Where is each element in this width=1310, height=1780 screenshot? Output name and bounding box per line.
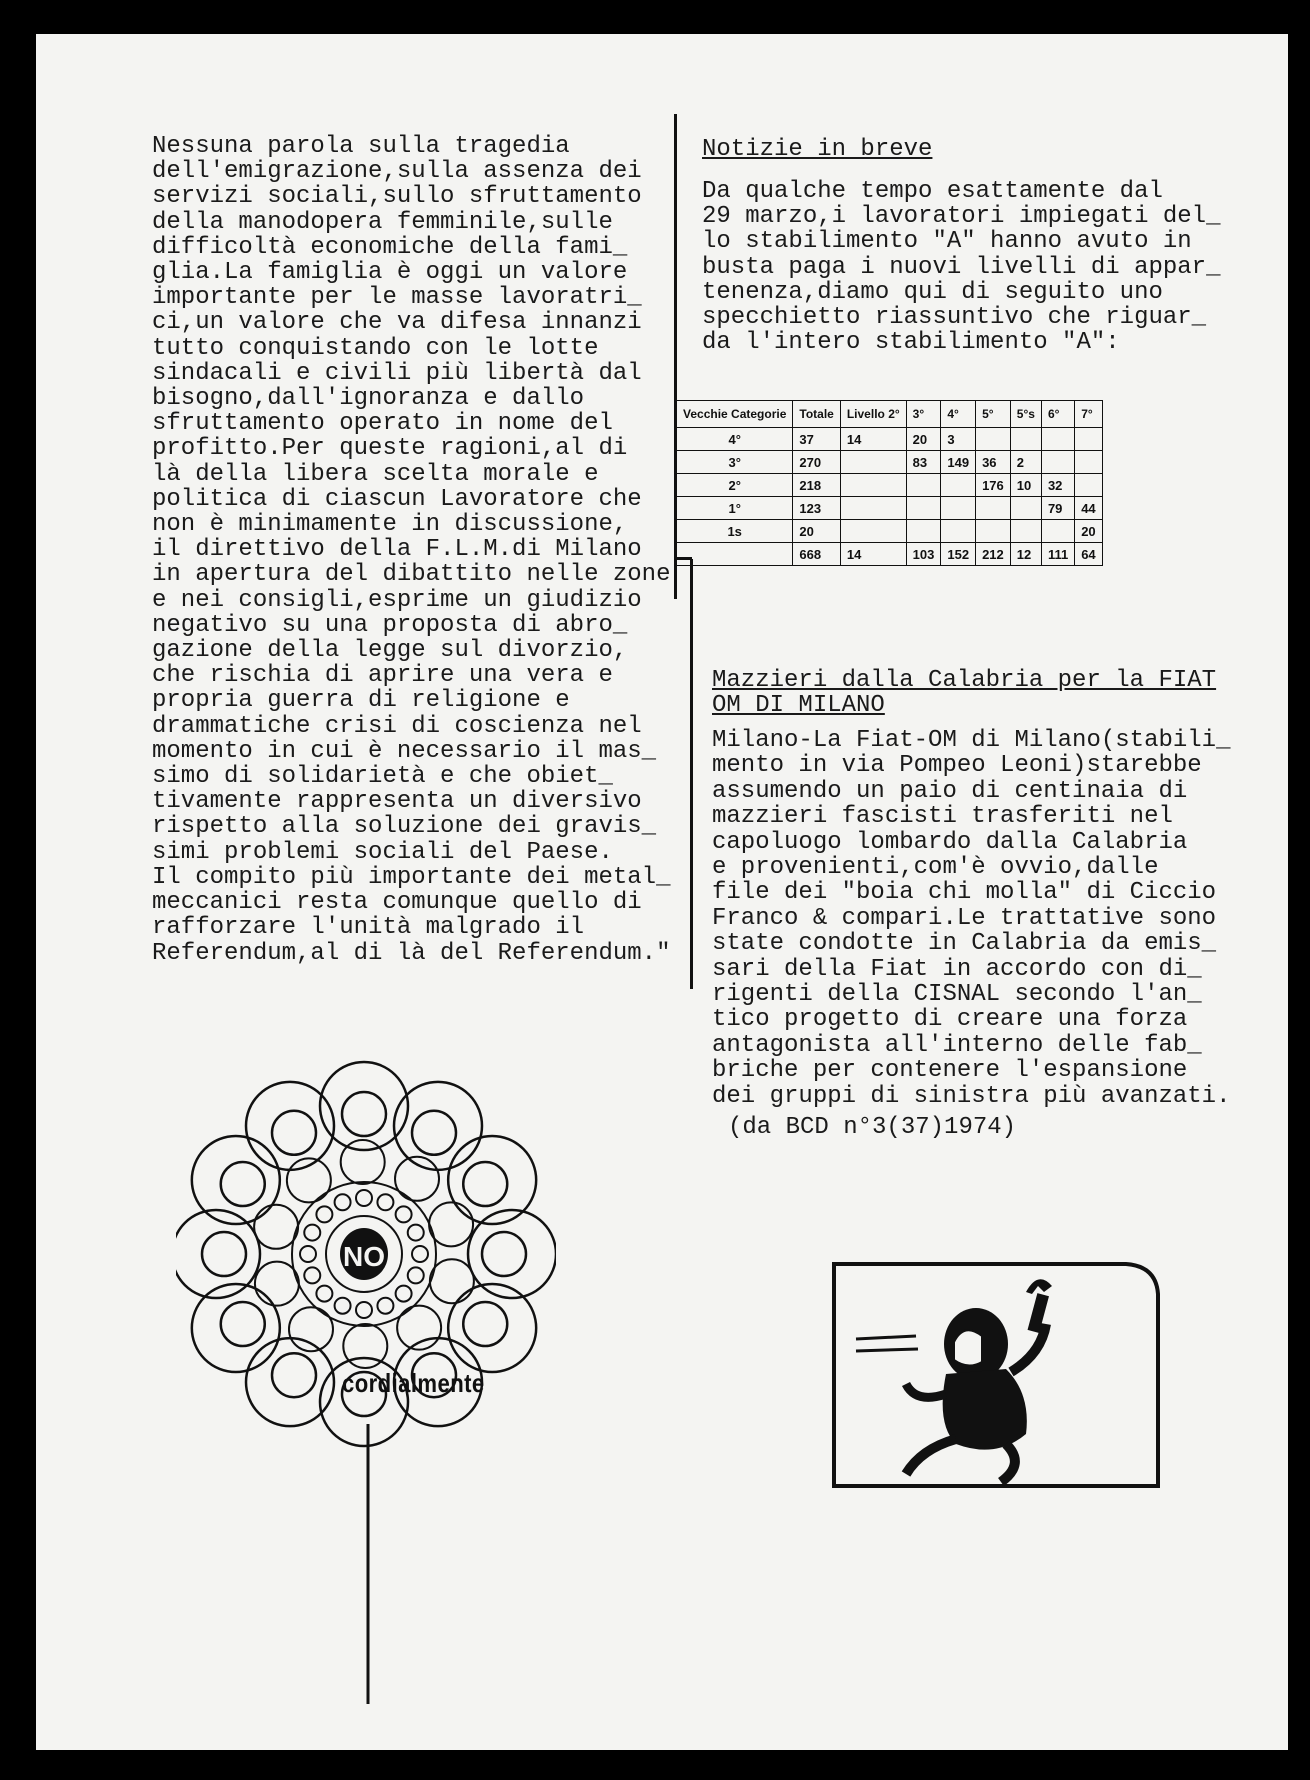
inner-dot <box>356 1190 372 1206</box>
outer-petal <box>448 1284 536 1372</box>
outer-petal <box>246 1338 334 1426</box>
news-title: Notizie in breve <box>702 136 933 163</box>
row-category-cell: 3° <box>677 451 793 474</box>
outer-petal-bud <box>482 1232 526 1276</box>
table-cell <box>1075 428 1102 451</box>
table-cell: 14 <box>840 428 906 451</box>
mazzieri-body: Milano-La Fiat-OM di Milano(stabili_ mento in via Pompeo Leoni)starebbe assumendo un paio di centinaia di mazzieri fascisti trasferiti nel capoluogo lombardo dalla Calabria e provenienti,com'è ovvio,dalle file dei "boia chi molla" di Ciccio Franco & compari.Le trattative sono state condotte in Calabria da emis_ sari della Fiat in accordo con di_ rigenti della CISNAL secondo l'an_ tico progetto di creare una forza antagonista all'interno delle fab_ briche per contenere l'espansione dei gruppi di sinistra più avanzati. <box>712 727 1231 1110</box>
table-cell <box>906 520 941 543</box>
outer-petal-bud <box>221 1302 265 1346</box>
table-cell: 20 <box>906 428 941 451</box>
table-cell <box>1041 520 1074 543</box>
inner-dot <box>408 1225 424 1241</box>
table-header: 7° <box>1075 401 1102 428</box>
inner-dot <box>300 1246 316 1262</box>
table-header: 3° <box>906 401 941 428</box>
table-cell: 83 <box>906 451 941 474</box>
cartoon-face <box>954 1330 982 1365</box>
outer-petal <box>394 1082 482 1170</box>
table-cell <box>906 474 941 497</box>
middle-petal <box>341 1140 385 1184</box>
table-row <box>677 451 1103 474</box>
table-cell: 37 <box>793 428 840 451</box>
table-cell <box>941 474 976 497</box>
table-cell <box>1041 451 1074 474</box>
row-category-cell: 1s <box>677 520 793 543</box>
table-cell <box>840 474 906 497</box>
inner-dot <box>335 1298 351 1314</box>
table-row <box>677 428 1103 451</box>
table-row <box>677 543 1103 566</box>
table-cell <box>1010 428 1041 451</box>
table-row <box>677 520 1103 543</box>
inner-dot <box>304 1225 320 1241</box>
inner-dot <box>356 1302 372 1318</box>
table-row <box>677 497 1103 520</box>
table-cell: 64 <box>1075 543 1102 566</box>
table-cell: 2 <box>1010 451 1041 474</box>
source-citation: (da BCD n°3(37)1974) <box>728 1114 1017 1141</box>
table-cell <box>1075 451 1102 474</box>
inner-dot <box>377 1194 393 1210</box>
cartoon-leg-left <box>906 1439 956 1474</box>
table-cell: 123 <box>793 497 840 520</box>
table-cell <box>976 497 1011 520</box>
table-cell: 3 <box>941 428 976 451</box>
outer-petal <box>192 1136 280 1224</box>
column-divider-lower <box>690 559 693 989</box>
cartoon-arm-left <box>906 1384 946 1397</box>
divorce-article-text: Nessuna parola sulla tragedia dell'emigrazione,sulla assenza dei servizi sociali,sullo sfruttamento della manodopera femminile,sulle difficoltà economiche della fami_ glia.La famiglia è oggi un valore importante per le masse lavoratri_ ci,un valore che va difesa innanzi tutto conquistando con le lotte sindacali e civili più libertà dal bisogno,dall'ignoranza e dallo sfruttamento operato in nome del profitto.Per queste ragioni,al di là della libera scelta morale e politica di ciascun Lavoratore che non è minimamente in discussione, il direttivo della F.L.M.di Milano in apertura del dibattito nelle zone e nei consigli,esprime un giudizio negativo su una proposta di abro_ gazione della legge sul divorzio, che rischia di aprire una vera e propria guerra di religione e drammatiche crisi di coscienza nel momento in cui è necessario il mas_ simo di solidarietà e che obiet_ tivamente rappresenta un diversivo rispetto alla soluzione dei gravis_ simi problemi sociali del Paese. Il compito più importante dei metal_ meccanici resta comunque quello di rafforzare l'unità malgrado il Referendum,al di là del Referendum." <box>152 133 671 967</box>
row-category-cell <box>677 543 793 566</box>
row-category-cell: 1° <box>677 497 793 520</box>
table-header: Vecchie Categorie <box>677 401 793 428</box>
table-cell <box>840 497 906 520</box>
document-page <box>36 34 1288 1750</box>
table-cell: 14 <box>840 543 906 566</box>
levels-table <box>676 400 1103 566</box>
middle-petal <box>429 1202 473 1246</box>
table-cell <box>976 520 1011 543</box>
table-cell: 36 <box>976 451 1011 474</box>
inner-dot <box>304 1267 320 1283</box>
table-cell: 176 <box>976 474 1011 497</box>
table-header: 6° <box>1041 401 1074 428</box>
middle-petal <box>255 1262 299 1306</box>
outer-petal-bud <box>272 1111 316 1155</box>
inner-dot <box>377 1298 393 1314</box>
worker-with-wrench-cartoon <box>826 1254 1166 1494</box>
table-header-row <box>677 401 1103 428</box>
table-row <box>677 474 1103 497</box>
table-cell: 10 <box>1010 474 1041 497</box>
table-cell <box>941 520 976 543</box>
table-cell: 79 <box>1041 497 1074 520</box>
inner-dot <box>335 1194 351 1210</box>
table-cell: 149 <box>941 451 976 474</box>
cartoon-arm <box>1011 1324 1046 1372</box>
no-label: NO <box>343 1241 385 1272</box>
middle-petal <box>254 1205 298 1249</box>
table-header: Livello 2° <box>840 401 906 428</box>
outer-petal-bud <box>202 1232 246 1276</box>
row-category-cell: 4° <box>677 428 793 451</box>
table-header: 5° <box>976 401 1011 428</box>
inner-dot <box>316 1286 332 1302</box>
motion-line <box>856 1349 918 1351</box>
inner-dot <box>412 1246 428 1262</box>
closing-signoff: cordialmente <box>342 1368 485 1398</box>
table-cell: 20 <box>1075 520 1102 543</box>
inner-dot <box>408 1267 424 1283</box>
outer-petal <box>448 1136 536 1224</box>
motion-line <box>856 1336 916 1339</box>
news-body: Da qualche tempo esattamente dal 29 marzo,i lavoratori impiegati del_ lo stabilimento "A" hanno avuto in busta paga i nuovi livelli di appar_ tenenza,diamo qui di seguito uno specchietto riassuntivo che riguar_ da l'intero stabilimento "A": <box>702 178 1221 357</box>
table-cell <box>941 497 976 520</box>
inner-dot <box>396 1206 412 1222</box>
table-cell: 103 <box>906 543 941 566</box>
table-cell: 218 <box>793 474 840 497</box>
table-cell: 668 <box>793 543 840 566</box>
mazzieri-title: Mazzieri dalla Calabria per la FIAT OM DI MILANO <box>712 667 1217 719</box>
middle-petal <box>430 1259 474 1303</box>
table-header: 4° <box>941 401 976 428</box>
outer-petal-bud <box>463 1302 507 1346</box>
table-header: Totale <box>793 401 840 428</box>
table-cell: 20 <box>793 520 840 543</box>
table-header: 5°s <box>1010 401 1041 428</box>
outer-petal-bud <box>272 1353 316 1397</box>
table-cell <box>976 428 1011 451</box>
outer-petal-bud <box>342 1092 386 1136</box>
table-cell <box>1075 474 1102 497</box>
table-cell <box>840 451 906 474</box>
table-cell: 12 <box>1010 543 1041 566</box>
outer-petal-bud <box>412 1111 456 1155</box>
table-cell: 32 <box>1041 474 1074 497</box>
row-category-cell: 2° <box>677 474 793 497</box>
table-body <box>677 428 1103 566</box>
outer-petal-bud <box>463 1162 507 1206</box>
table-cell: 44 <box>1075 497 1102 520</box>
table-cell <box>840 520 906 543</box>
table-cell: 212 <box>976 543 1011 566</box>
middle-petal <box>343 1324 387 1368</box>
table-cell: 270 <box>793 451 840 474</box>
inner-dot <box>396 1286 412 1302</box>
table-cell: 152 <box>941 543 976 566</box>
table-cell <box>1010 497 1041 520</box>
table-cell <box>1010 520 1041 543</box>
wrench-icon <box>1026 1279 1052 1294</box>
inner-dot <box>316 1206 332 1222</box>
cartoon-leg-right <box>1001 1444 1015 1482</box>
table-cell <box>906 497 941 520</box>
outer-petal-bud <box>221 1162 265 1206</box>
table-cell: 111 <box>1041 543 1074 566</box>
table-cell <box>1041 428 1074 451</box>
